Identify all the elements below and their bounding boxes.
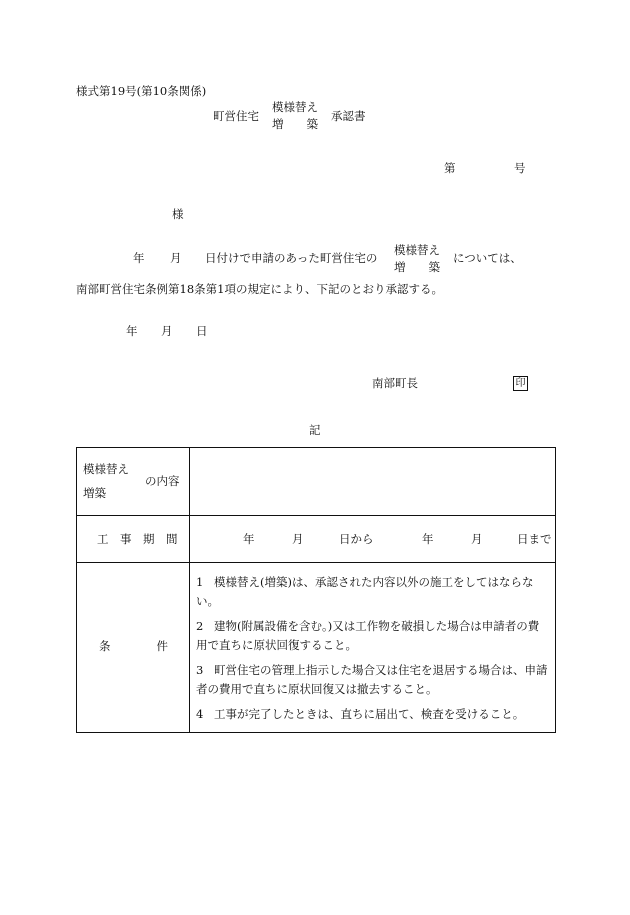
period-start-month: 月 — [292, 532, 304, 546]
condition-text: 建物(附属設備を含む。)又は工作物を破損した場合は申請者の費用で直ちに原状回復すること。 — [196, 619, 540, 652]
body-options — [394, 245, 440, 273]
body-year: 年 — [133, 251, 145, 265]
conditions-label-cell — [77, 563, 190, 733]
date-year: 年 — [126, 324, 138, 338]
table-row-conditions — [77, 563, 556, 733]
conditions-list — [190, 563, 555, 724]
content-label-remodel: 模様替え — [83, 462, 129, 476]
title-option-extension: 増 築 — [272, 116, 318, 131]
date-month: 月 — [161, 324, 173, 338]
period-end-year: 年 — [422, 532, 434, 546]
condition-text: 工事が完了したときは、直ちに届出て、検査を受けること。 — [214, 707, 525, 721]
condition-item — [196, 617, 549, 655]
condition-item — [196, 705, 549, 724]
conditions-label: 条 件 — [99, 639, 168, 653]
period-value-cell — [190, 516, 556, 563]
title-options — [272, 102, 318, 130]
condition-number: 3 — [196, 663, 204, 677]
form-number: 様式第19号(第10条関係) — [76, 84, 207, 98]
body-text1: 日付けで申請のあった町営住宅の — [205, 251, 378, 265]
ki-heading: 記 — [309, 423, 321, 437]
addressee-suffix: 様 — [172, 207, 184, 221]
number-go: 号 — [514, 161, 526, 175]
content-value-cell — [190, 448, 556, 516]
seal-stamp-box: 印 — [513, 376, 528, 391]
table-row-content — [77, 448, 556, 516]
period-end-month: 月 — [471, 532, 483, 546]
period-start-day: 日から — [339, 532, 374, 546]
table-row-period — [77, 516, 556, 563]
period-end-day: 日まで — [517, 532, 552, 546]
period-label: 工 事 期 間 — [97, 532, 178, 546]
issuer-name: 南部町長 — [372, 376, 418, 390]
approval-details-table — [76, 447, 556, 733]
body-month: 月 — [170, 251, 182, 265]
condition-item — [196, 573, 549, 611]
content-label-suffix: の内容 — [145, 474, 180, 488]
title-suffix: 承認書 — [331, 109, 366, 123]
content-label-cell — [77, 448, 190, 516]
period-label-cell — [77, 516, 190, 563]
body-option-remodel: 模様替え — [394, 243, 440, 257]
conditions-value-cell — [190, 563, 556, 733]
body-line2: 南部町営住宅条例第18条第1項の規定により、下記のとおり承認する。 — [76, 282, 443, 296]
condition-number: 1 — [196, 575, 204, 589]
period-start-year: 年 — [243, 532, 255, 546]
title-option-remodel: 模様替え — [272, 100, 318, 114]
body-option-extension: 増 築 — [394, 259, 440, 274]
condition-text: 模様替え(増築)は、承認された内容以外の施工をしてはならない。 — [196, 575, 534, 608]
number-dai: 第 — [444, 161, 456, 175]
body-text2: については、 — [453, 251, 522, 265]
condition-number: 2 — [196, 619, 204, 633]
content-label-extension: 増築 — [83, 486, 106, 500]
title-prefix: 町営住宅 — [213, 109, 259, 123]
condition-number: 4 — [196, 707, 204, 721]
condition-text: 町営住宅の管理上指示した場合又は住宅を退居する場合は、申請者の費用で直ちに原状回復又は撤去すること。 — [196, 663, 548, 696]
date-day: 日 — [196, 324, 208, 338]
condition-item — [196, 661, 549, 699]
